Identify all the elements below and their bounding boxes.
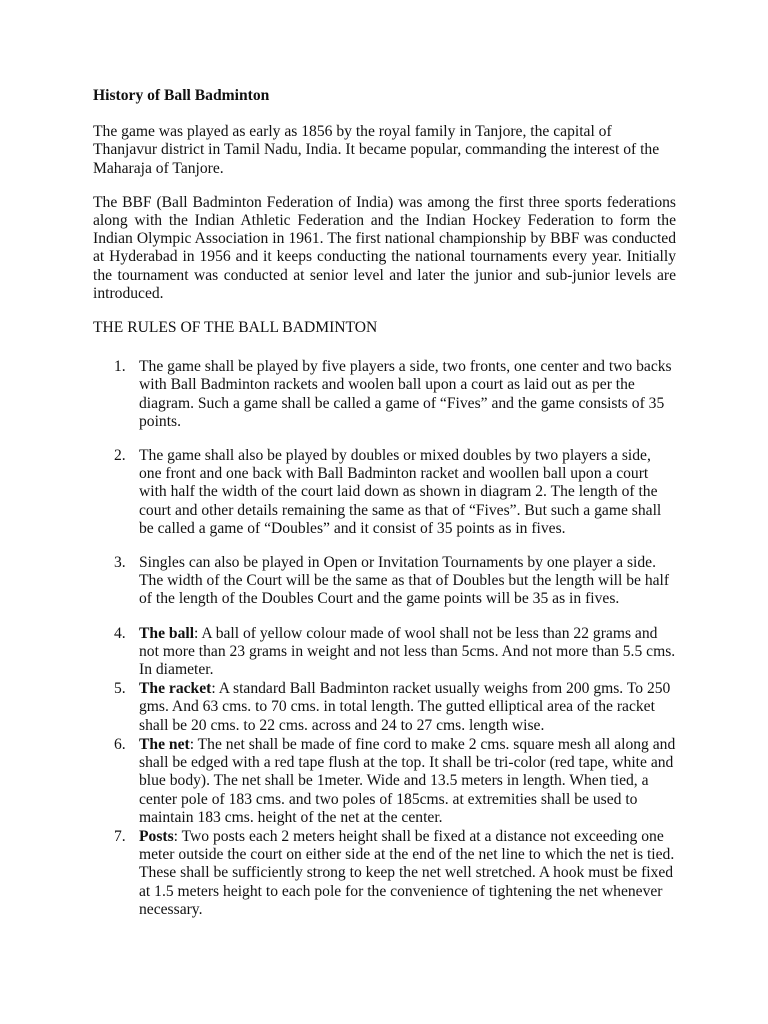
rule-item — [93, 736, 676, 827]
rule-text: Singles can also be played in Open or Invitation Tournaments by one player a side. The width of the Court will be the same as that of Doubles but the length will be half of the length of the Doubles Court and the game points will be 35 as in fives. — [139, 554, 670, 608]
rule-term: The net — [139, 735, 190, 753]
rules-heading: THE RULES OF THE BALL BADMINTON — [93, 319, 378, 337]
rule-text: The game shall be played by five players a side, two fronts, one center and two backs with Ball Badminton rackets and woolen ball upon a court as laid out as per the diagram. Such a game shall be called a game of “Fives” and the game consists of 35 points. — [139, 358, 672, 430]
rule-term: The racket — [139, 680, 212, 698]
history-paragraph-1: The game was played as early as 1856 by the royal family in Tanjore, the capital of Thanjavur district in Tamil Nadu, India. It became popular, commanding the interest of the Maharaja of Tanjore. — [93, 123, 660, 177]
rule-item — [93, 625, 676, 680]
rule-item — [93, 680, 676, 735]
rule-text: : A standard Ball Badminton racket usually weighs from 200 gms. To 250 gms. And 63 cms. to 70 cms. in total length. The gutted elliptical area of the racket shall be 20 cms. to 22 cms. across and 24 to 27 cms. length wise. — [139, 680, 671, 734]
rule-number: 4. — [114, 624, 126, 642]
rule-number: 7. — [114, 827, 126, 845]
rule-text: : A ball of yellow colour made of wool shall not be less than 22 grams and not more than 23 grams in weight and not less than 5cms. And not more than 5.5 cms. In diameter. — [139, 624, 676, 679]
rule-number: 1. — [114, 358, 126, 376]
rule-number: 2. — [114, 447, 126, 465]
rules-list — [93, 358, 676, 919]
rule-term: The ball — [139, 624, 195, 642]
rule-number: 3. — [114, 554, 126, 572]
rule-item — [93, 828, 676, 919]
rule-text: : The net shall be made of fine cord to make 2 cms. square mesh all along and shall be edged with a red tape flush at the top. It shall be tri-color (red tape, white and blue body). The net shall be 1meter. Wide and 13.5 meters in length. When tied, a center pole of 183 cms. and two poles of 185cms. at extremities shall be used to maintain 183 cms. height of the net at the center. — [139, 735, 676, 826]
document-title: History of Ball Badminton — [93, 87, 270, 104]
rule-number: 6. — [114, 735, 126, 753]
rule-term: Posts — [139, 827, 174, 845]
history-paragraph-2: The BBF (Ball Badminton Federation of India) was among the first three sports federations along with the Indian Athletic Federation and the Indian Hockey Federation to form the Indian Olympic Association in 1961. The first national championship by BBF was conducted at Hyderabad in 1956 and it keeps conducting the national tournaments every year. Initially the tournament was conducted at senior level and later the junior and sub-junior levels are introduced. — [93, 193, 676, 302]
rule-text: : Two posts each 2 meters height shall be fixed at a distance not exceeding one meter outside the court on either side at the end of the net line to which the net is tied. These shall be sufficiently strong to keep the net well stretched. A hook must be fixed at 1.5 meters height to each pole for the convenience of tightening the net whenever necessary. — [139, 827, 675, 918]
rule-item — [93, 554, 676, 609]
rule-item — [93, 447, 676, 538]
rule-text: The game shall also be played by doubles or mixed doubles by two players a side, one front and one back with Ball Badminton racket and woollen ball upon a court with half the width of the court laid down as shown in diagram 2. The length of the court and other details remaining the same as that of “Fives”. But such a game shall be called a game of “Doubles” and it consist of 35 points as in fives. — [139, 447, 662, 537]
document-page — [93, 87, 676, 920]
rule-item — [93, 358, 676, 431]
rule-number: 5. — [114, 680, 126, 698]
